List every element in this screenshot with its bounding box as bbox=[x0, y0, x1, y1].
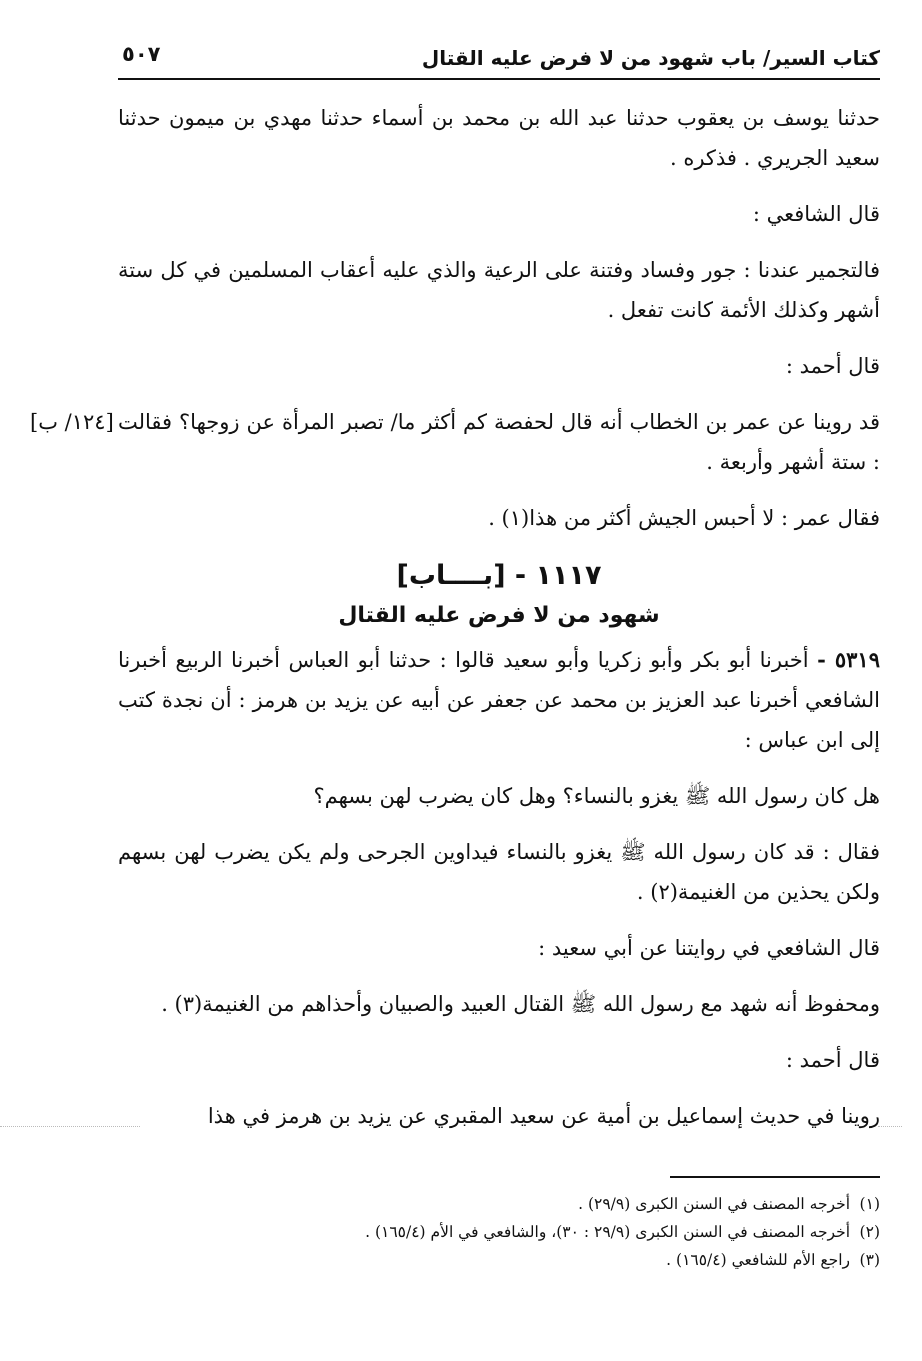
scan-artifact-line bbox=[0, 1126, 140, 1127]
paragraph-ahmad-heading-2: قال أحمد : bbox=[785, 1048, 880, 1072]
footnote: (٢)أخرجه المصنف في السنن الكبرى (٢٩/٩ : ٣٠)، والشافعي في الأم (١٦٥/٤) . bbox=[365, 1223, 880, 1241]
paragraph-shafii-heading: قال الشافعي : bbox=[752, 202, 880, 226]
footnote: (٣)راجع الأم للشافعي (١٦٥/٤) . bbox=[666, 1251, 880, 1269]
paragraph-tajmir: فالتجمير عندنا : جور وفساد وفتنة على الرعية والذي عليه أعقاب المسلمين في كل ستة أشهر وكذلك الأئمة كانت تفعل . bbox=[118, 258, 881, 322]
paragraph-ahmad-heading: قال أحمد : bbox=[785, 354, 880, 378]
footnote-separator bbox=[670, 1176, 880, 1178]
chapter-number: ١١١٧ - [بــــاب] bbox=[396, 560, 602, 591]
paragraph-mahfuz: ومحفوظ أنه شهد مع رسول الله ﷺ القتال العبيد والصبيان وأحذاهم من الغنيمة(٣) . bbox=[161, 992, 880, 1016]
paragraph-question: هل كان رسول الله ﷺ يغزو بالنساء؟ وهل كان يضرب لهن بسهم؟ bbox=[313, 784, 880, 808]
paragraph-shafii-riwaya: قال الشافعي في روايتنا عن أبي سعيد : bbox=[538, 936, 880, 960]
paragraph-umar-hafsa: قد روينا عن عمر بن الخطاب أنه قال لحفصة كم أكثر ما/ تصبر المرأة عن زوجها؟ فقالت : ستة أشهر وأربعة . bbox=[118, 410, 880, 474]
chapter-title: شهود من لا فرض عليه القتال bbox=[338, 603, 660, 628]
manuscript-folio-mark: [١٢٤/ ب] bbox=[30, 410, 114, 434]
page-number: ٥٠٧ bbox=[122, 42, 161, 66]
hadith-number: ٥٣١٩ - bbox=[817, 647, 880, 672]
header-title: كتاب السير/ باب شهود من لا فرض عليه القتال bbox=[421, 46, 880, 70]
running-header bbox=[118, 34, 880, 80]
document-page bbox=[30, 34, 881, 1274]
paragraph-isma'il: روينا في حديث إسماعيل بن أمية عن سعيد المقبري عن يزيد بن هرمز في هذا bbox=[207, 1104, 880, 1128]
hadith-text: أخبرنا أبو بكر وأبو زكريا وأبو سعيد قالوا : حدثنا أبو العباس أخبرنا الربيع أخبرنا الشافعي أخبرنا عبد العزيز بن محمد عن جعفر عن أبيه عن يزيد بن هرمز : أن نجدة كتب إلى ابن عباس : bbox=[118, 648, 880, 752]
scan-artifact-line bbox=[878, 1126, 902, 1127]
footnote: (١)أخرجه المصنف في السنن الكبرى (٢٩/٩) . bbox=[578, 1195, 880, 1213]
paragraph-answer: فقال : قد كان رسول الله ﷺ يغزو بالنساء فيداوين الجرحى ولم يكن يضرب لهن بسهم ولكن يحذين من الغنيمة(٢) . bbox=[118, 840, 880, 904]
paragraph-hadith-5319 bbox=[118, 640, 880, 760]
paragraph-umar-quote: فقال عمر : لا أحبس الجيش أكثر من هذا(١) . bbox=[488, 506, 880, 530]
paragraph-isnad: حدثنا يوسف بن يعقوب حدثنا عبد الله بن محمد بن أسماء حدثنا مهدي بن ميمون حدثنا سعيد الجريري . فذكره . bbox=[118, 106, 880, 170]
